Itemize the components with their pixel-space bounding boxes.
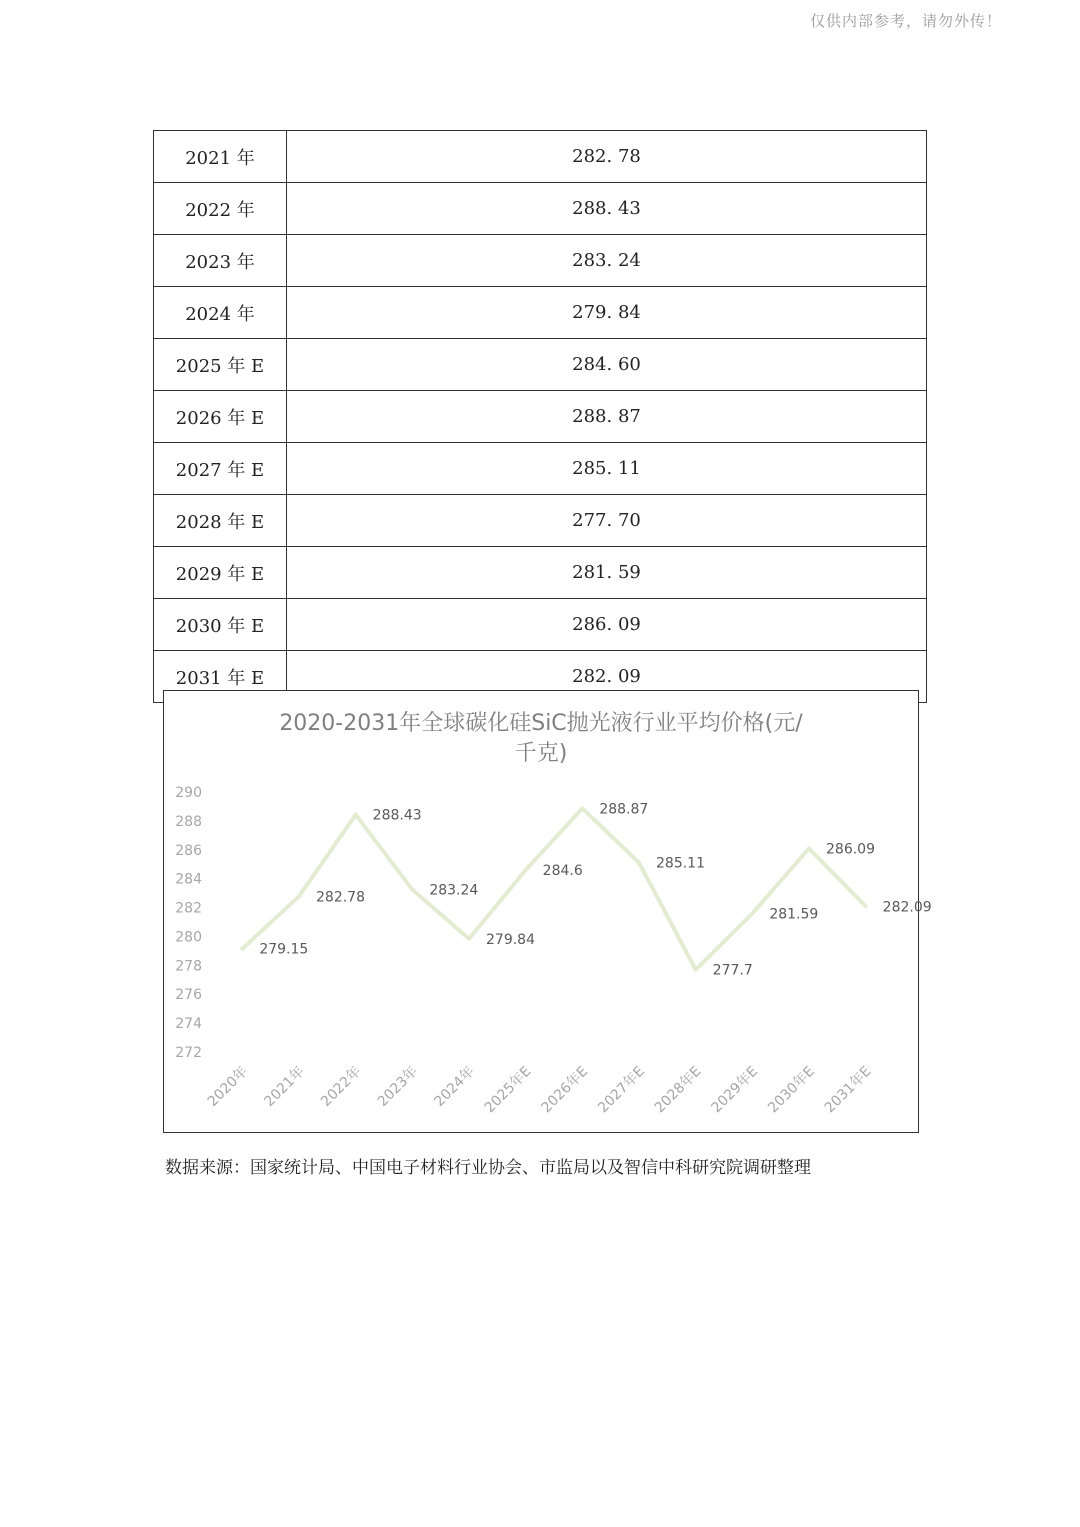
data-label: 279.15 — [259, 941, 309, 958]
value-cell: 279. 84 — [287, 287, 927, 339]
value-cell: 282. 09 — [287, 651, 927, 703]
x-tick-label: 2021年 — [261, 1063, 308, 1110]
year-cell: 2028 年 E — [154, 495, 287, 547]
x-tick-label: 2028年E — [651, 1063, 705, 1117]
x-tick-label: 2027年E — [595, 1063, 648, 1117]
year-cell: 2026 年 E — [154, 391, 287, 443]
table-row — [154, 235, 927, 287]
x-tick-label: 2030年E — [765, 1063, 818, 1117]
x-tick-label: 2031年E — [821, 1063, 875, 1117]
value-cell: 284. 60 — [287, 339, 927, 391]
y-tick-label: 288 — [175, 813, 202, 830]
data-point — [524, 868, 528, 872]
year-cell: 2025 年 E — [154, 339, 287, 391]
chart-title-line2: 千克) — [514, 741, 568, 766]
year-cell: 2022 年 — [154, 183, 287, 235]
y-tick-label: 274 — [175, 1016, 202, 1033]
value-cell: 285. 11 — [287, 443, 927, 495]
watermark-text: 仅供内部参考，请勿外传！ — [809, 12, 1002, 30]
data-label: 281.59 — [769, 906, 819, 923]
year-cell: 2031 年 E — [154, 651, 287, 703]
data-labels — [240, 801, 931, 978]
data-point — [240, 947, 244, 951]
line-chart-svg — [164, 691, 932, 1132]
data-label: 288.87 — [599, 801, 649, 818]
value-cell: 288. 43 — [287, 183, 927, 235]
x-tick-label: 2025年E — [481, 1063, 535, 1117]
table-row — [154, 183, 927, 235]
value-cell: 286. 09 — [287, 599, 927, 651]
data-point — [354, 813, 358, 817]
y-tick-label: 272 — [175, 1045, 202, 1061]
table-row — [154, 287, 927, 339]
price-table-body — [154, 131, 927, 703]
value-cell: 282. 78 — [287, 131, 927, 183]
data-label: 279.84 — [486, 931, 535, 948]
y-tick-label: 278 — [175, 958, 202, 975]
data-label: 277.7 — [712, 962, 753, 979]
data-point — [637, 861, 641, 865]
source-note: 数据来源：国家统计局、中国电子材料行业协会、市监局以及智信中科研究院调研整理 — [165, 1158, 811, 1178]
data-label: 282.78 — [316, 889, 365, 906]
x-tick-label: 2026年E — [538, 1063, 592, 1117]
year-cell: 2027 年 E — [154, 443, 287, 495]
data-label: 282.09 — [882, 899, 932, 916]
table-row — [154, 443, 927, 495]
data-label: 283.24 — [429, 882, 479, 899]
data-point — [807, 846, 811, 850]
value-cell: 288. 87 — [287, 391, 927, 443]
table-row — [154, 391, 927, 443]
y-tick-label: 286 — [175, 842, 202, 859]
data-point — [580, 806, 584, 810]
y-tick-label: 282 — [175, 900, 202, 917]
value-cell: 277. 70 — [287, 495, 927, 547]
x-tick-label: 2024年 — [431, 1063, 478, 1110]
x-tick-label: 2020年 — [204, 1063, 252, 1110]
data-point — [467, 937, 471, 941]
data-label: 288.43 — [372, 807, 422, 824]
x-tick-label: 2023年 — [374, 1063, 422, 1110]
year-cell: 2029 年 E — [154, 547, 287, 599]
x-tick-label: 2022年 — [318, 1063, 365, 1110]
x-axis-ticks — [204, 1063, 874, 1116]
data-label: 286.09 — [826, 841, 875, 858]
table-row — [154, 599, 927, 651]
table-row — [154, 131, 927, 183]
year-cell: 2021 年 — [154, 131, 287, 183]
data-label: 285.11 — [656, 855, 705, 872]
data-point — [410, 888, 414, 892]
year-cell: 2024 年 — [154, 287, 287, 339]
line-chart — [163, 690, 932, 1133]
x-tick-label: 2029年E — [708, 1063, 762, 1117]
data-point — [864, 904, 868, 908]
y-tick-label: 276 — [175, 987, 202, 1004]
value-cell: 281. 59 — [287, 547, 927, 599]
data-point — [750, 911, 754, 915]
table-row — [154, 495, 927, 547]
data-point — [694, 968, 698, 972]
price-table — [153, 130, 927, 703]
y-tick-label: 280 — [175, 929, 202, 946]
data-label: 284.6 — [542, 863, 583, 879]
year-cell: 2030 年 E — [154, 599, 287, 651]
y-axis-ticks — [175, 785, 202, 1061]
y-tick-label: 284 — [175, 871, 202, 888]
table-row — [154, 547, 927, 599]
data-point — [297, 894, 301, 898]
year-cell: 2023 年 — [154, 235, 287, 287]
value-cell: 283. 24 — [287, 235, 927, 287]
y-tick-label: 290 — [175, 785, 202, 801]
chart-title-line1: 2020-2031年全球碳化硅SiC抛光液行业平均价格(元/ — [279, 711, 803, 736]
table-row — [154, 339, 927, 391]
